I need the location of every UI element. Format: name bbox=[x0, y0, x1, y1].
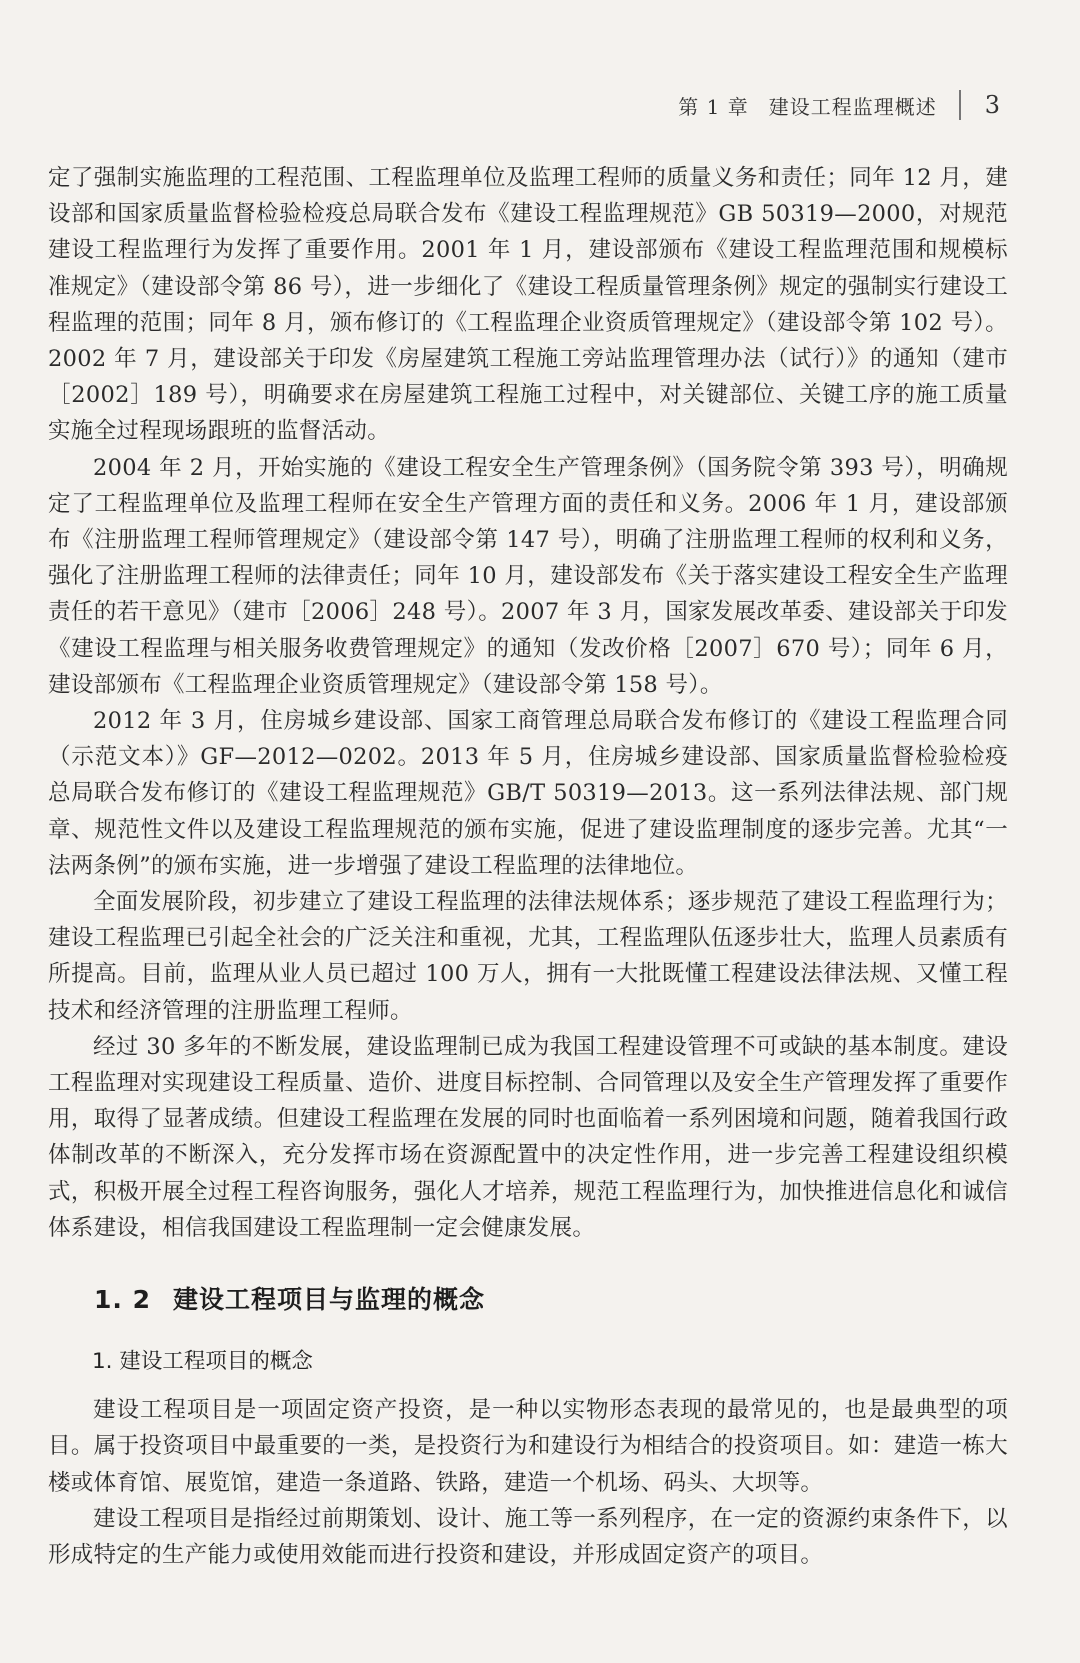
body-paragraph: 定了强制实施监理的工程范围、工程监理单位及监理工程师的质量义务和责任；同年 12 月，建设部和国家质量监督检验检疫总局联合发布《建设工程监理规范》GB 50319—2000，对规范建设工程监理行为发挥了重要作用。2001 年 1 月，建设部颁布《建设工程监理范围和规模标准规定》（建设部令第 86 号），进一步细化了《建设工程质量管理条例》规定的强制实行建设工程监理的范围；同年 8 月，颁布修订的《工程监理企业资质管理规定》（建设部令第 102 号）。2002 年 7 月，建设部关于印发《房屋建筑工程施工旁站监理管理办法（试行）》的通知（建市［2002］189 号），明确要求在房屋建筑工程施工过程中，对关键部位、关键工序的施工质量实施全过程现场跟班的监督活动。 bbox=[48, 165, 1008, 445]
page-number: 3 bbox=[984, 91, 1000, 119]
body-paragraph: 建设工程项目是一项固定资产投资，是一种以实物形态表现的最常见的，也是最典型的项目。属于投资项目中最重要的一类，是投资行为和建设行为相结合的投资项目。如：建造一栋大楼或体育馆、展览馆，建造一条道路、铁路，建造一个机场、码头、大坝等。 bbox=[48, 1397, 1008, 1496]
running-header bbox=[0, 88, 1000, 122]
body-paragraph: 2012 年 3 月，住房城乡建设部、国家工商管理总局联合发布修订的《建设工程监理合同（示范文本）》GF—2012—0202。2013 年 5 月，住房城乡建设部、国家质量监督检验检疫总局联合发布修订的《建设工程监理规范》GB/T 50319—2013。这一系列法律法规、部门规章、规范性文件以及建设工程监理规范的颁布实施，促进了建设监理制度的逐步完善。尤其“一法两条例”的颁布实施，进一步增强了建设工程监理的法律地位。 bbox=[48, 708, 1008, 879]
header-chapter-title: 建设工程监理概述 bbox=[768, 94, 937, 119]
header-divider bbox=[959, 90, 961, 120]
section-title: 建设工程项目与监理的概念 bbox=[173, 1285, 486, 1315]
body-paragraph: 经过 30 多年的不断发展，建设监理制已成为我国工程建设管理不可或缺的基本制度。建设工程监理对实现建设工程质量、造价、进度目标控制、合同管理以及安全生产管理发挥了重要作用，取得了显著成绩。但建设工程监理在发展的同时也面临着一系列困境和问题，随着我国行政体制改革的不断深入，充分发挥市场在资源配置中的决定性作用，进一步完善工程建设组织模式，积极开展全过程工程咨询服务，强化人才培养，规范工程监理行为，加快推进信息化和诚信体系建设，相信我国建设工程监理制一定会健康发展。 bbox=[48, 1033, 1008, 1241]
section-number: 1. 2 bbox=[94, 1285, 151, 1315]
page-body bbox=[48, 160, 1008, 1573]
body-paragraph: 全面发展阶段，初步建立了建设工程监理的法律法规体系；逐步规范了建设工程监理行为；建设工程监理已引起全社会的广泛关注和重视，尤其，工程监理队伍逐步壮大，监理人员素质有所提高。目前，监理从业人员已超过 100 万人，拥有一大批既懂工程建设法律法规、又懂工程技术和经济管理的注册监理工程师。 bbox=[48, 889, 1008, 1024]
body-paragraph: 2004 年 2 月，开始实施的《建设工程安全生产管理条例》（国务院令第 393 号），明确规定了工程监理单位及监理工程师在安全生产管理方面的责任和义务。2006 年 1 月，建设部颁布《注册监理工程师管理规定》（建设部令第 147 号），明确了注册监理工程师的权利和义务，强化了注册监理工程师的法律责任；同年 10 月，建设部发布《关于落实建设工程安全生产监理责任的若干意见》（建市［2006］248 号）。2007 年 3 月，国家发展改革委、建设部关于印发《建设工程监理与相关服务收费管理规定》的通知（发改价格［2007］670 号）；同年 6 月，建设部颁布《工程监理企业资质管理规定》（建设部令第 158 号）。 bbox=[48, 454, 1008, 698]
section-heading bbox=[48, 1272, 1008, 1328]
header-chapter: 第 1 章 bbox=[678, 94, 749, 119]
body-paragraph: 建设工程项目是指经过前期策划、设计、施工等一系列程序，在一定的资源约束条件下，以形成特定的生产能力或使用效能而进行投资和建设，并形成固定资产的项目。 bbox=[48, 1505, 1008, 1568]
subsection-heading: 1. 建设工程项目的概念 bbox=[92, 1349, 313, 1375]
